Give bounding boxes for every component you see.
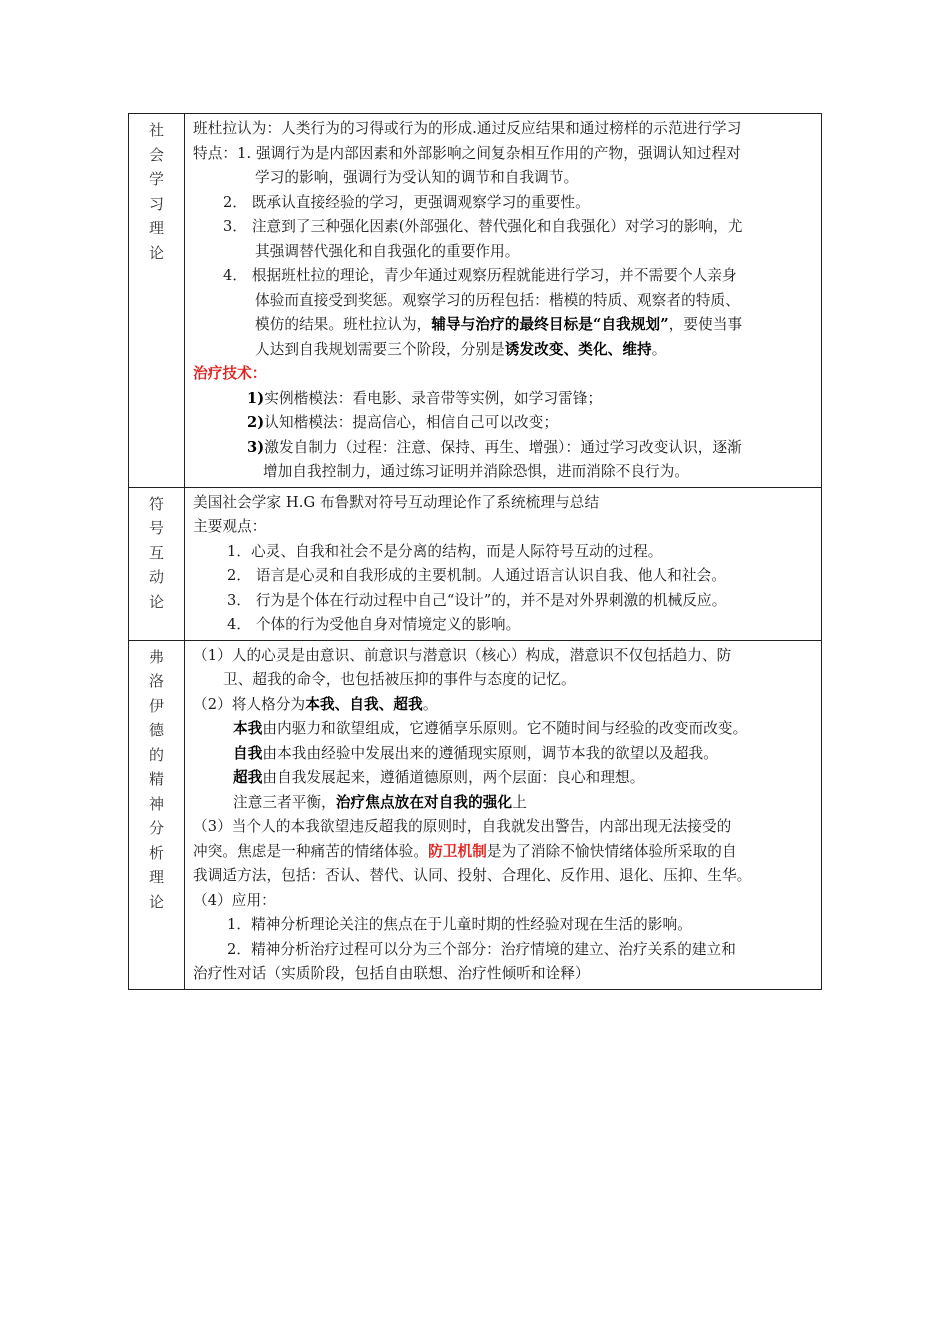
label-char: 德 xyxy=(148,721,164,739)
id-definition xyxy=(193,717,813,742)
application-2: 2．精神分析治疗过程可以分为三个部分：治疗情境的建立、治疗关系的建立和 xyxy=(227,940,736,958)
goal-pre: 模仿的结果。班杜拉认为， xyxy=(255,316,432,333)
row-label-psychoanalysis xyxy=(129,640,185,989)
point-2: 2． 语言是心灵和自我形成的主要机制。人通过语言认识自我、他人和社会。 xyxy=(227,567,727,584)
application-2-cont: 治疗性对话（实质阶段，包括自由联想、治疗性倾听和诠释） xyxy=(193,965,590,982)
label-char: 学 xyxy=(148,170,164,188)
stages-bold: 诱发改变、类化、维持 xyxy=(504,340,652,358)
label-char: 神 xyxy=(148,794,164,813)
technique-num: 2) xyxy=(247,414,265,431)
balance-bold: 治疗焦点放在对自我的强化 xyxy=(335,793,513,811)
stages-post: 。 xyxy=(651,340,667,358)
para-2 xyxy=(193,693,813,718)
superego-text: 由自我发展起来，遵循道德原则，两个层面：良心和理想。 xyxy=(262,769,645,786)
feature-1-cont: 学习的影响，强调行为受认知的调节和自我调节。 xyxy=(255,169,579,186)
technique-3 xyxy=(193,436,813,461)
para-3-list: 我调适方法，包括：否认、替代、认同、投射、合理化、反作用、退化、压抑、生华。 xyxy=(193,867,752,884)
ego-term: 自我 xyxy=(233,744,263,762)
id-text: 由内驱力和欲望组成，它遵循享乐原则。它不随时间与经验的改变而改变。 xyxy=(262,720,748,737)
point-4: 4． 个体的行为受他自身对情境定义的影响。 xyxy=(227,616,521,633)
para-3: （3）当个人的本我欲望违反超我的原则时，自我就发出警告，内部出现无法接受的 xyxy=(193,818,732,835)
technique-text: 激发自制力（过程：注意、保持、再生、增强）：通过学习改变认识，逐渐 xyxy=(264,438,742,456)
feature-3-cont: 其强调替代强化和自我强化的重要作用。 xyxy=(255,242,520,260)
label-char: 弗 xyxy=(148,647,164,666)
row-psychoanalysis xyxy=(129,640,822,989)
para-3-post: 是为了消除不愉快情绪体验所采取的自 xyxy=(486,842,737,860)
ego-definition xyxy=(193,742,813,767)
application-1: 1．精神分析理论关注的焦点在于儿童时期的性经验对现在生活的影响。 xyxy=(227,916,692,933)
technique-2 xyxy=(193,411,813,436)
technique-1 xyxy=(193,387,813,412)
para-1: （1）人的心灵是由意识、前意识与潜意识（核心）构成，潜意识不仅包括趋力、防 xyxy=(193,646,732,664)
superego-definition xyxy=(193,766,813,791)
balance-pre: 注意三者平衡， xyxy=(233,793,336,811)
label-char: 社 xyxy=(148,121,164,139)
balance-post: 上 xyxy=(512,793,527,811)
label-char: 习 xyxy=(148,194,164,213)
balance-note xyxy=(193,791,813,816)
feature-4-cont: 体验而直接受到奖惩。观察学习的历程包括：楷模的特质、观察者的特质、 xyxy=(255,291,740,309)
label-char: 的 xyxy=(148,745,164,764)
label-char: 理 xyxy=(148,219,164,237)
defense-mechanism-term: 防卫机制 xyxy=(428,842,487,860)
label-char: 论 xyxy=(148,243,164,262)
label-char: 号 xyxy=(148,519,164,537)
feature-1: 特点：1. 强调行为是内部因素和外部影响之间复杂相互作用的产物，强调认知过程对 xyxy=(193,144,741,162)
label-char: 析 xyxy=(148,843,164,862)
ego-text: 由本我由经验中发展出来的遵循现实原则，调节本我的欲望以及超我。 xyxy=(262,744,718,762)
row-symbolic-interaction xyxy=(129,487,822,640)
technique-3-cont: 增加自我控制力，通过练习证明并消除恐惧，进而消除不良行为。 xyxy=(263,463,690,480)
para-3-cont xyxy=(193,840,813,865)
row-content-social-learning xyxy=(185,114,822,488)
row-label-symbolic-interaction xyxy=(129,487,185,640)
bandura-intro: 班杜拉认为：人类行为的习得或行为的形成.通过反应结果和通过榜样的示范进行学习 xyxy=(193,120,742,137)
point-3: 3． 行为是个体在行动过程中自己“设计”的，并不是对外界刺激的机械反应。 xyxy=(227,591,727,609)
label-char: 理 xyxy=(148,868,164,886)
label-char: 洛 xyxy=(148,672,164,690)
main-points-label: 主要观点： xyxy=(193,518,267,535)
stages-pre: 人达到自我规划需要三个阶段，分别是 xyxy=(255,340,505,358)
label-char: 精 xyxy=(148,770,164,788)
feature-2: 2． 既承认直接经验的学习，更强调观察学习的重要性。 xyxy=(223,193,590,211)
goal-bold: 辅导与治疗的最终目标是“自我规划” xyxy=(431,316,669,333)
label-char: 会 xyxy=(148,145,164,164)
para-2-pre: （2）将人格分为 xyxy=(193,695,306,713)
row-social-learning xyxy=(129,114,822,488)
label-char: 论 xyxy=(148,592,164,611)
technique-text: 认知楷模法：提高信心，相信自己可以改变； xyxy=(264,414,559,431)
feature-4-stages xyxy=(193,338,813,363)
technique-num: 3) xyxy=(247,438,265,456)
feature-3: 3． 注意到了三种强化因素(外部强化、替代强化和自我强化）对学习的影响，尤 xyxy=(223,218,743,235)
para-2-post: 。 xyxy=(422,695,438,713)
blumer-intro: 美国社会学家 H.G 布鲁默对符号互动理论作了系统梳理与总结 xyxy=(193,493,600,511)
para-3-pre: 冲突。焦虑是一种痛苦的情绪体验。 xyxy=(193,842,429,860)
label-char: 互 xyxy=(148,543,164,562)
label-char: 伊 xyxy=(148,696,164,715)
label-char: 符 xyxy=(148,494,164,513)
para-1-cont: 卫、超我的命令，也包括被压抑的事件与态度的记忆。 xyxy=(223,671,576,688)
label-char: 动 xyxy=(148,568,164,586)
label-char: 论 xyxy=(148,892,164,911)
para-4: （4）应用： xyxy=(193,891,276,909)
therapy-technique-title: 治疗技术： xyxy=(193,365,267,382)
feature-4-goal xyxy=(193,313,813,338)
technique-num: 1) xyxy=(247,389,265,407)
technique-text: 实例楷模法：看电影、录音带等实例，如学习雷锋； xyxy=(264,389,603,407)
goal-post: ，要使当事 xyxy=(668,316,743,333)
point-1: 1．心灵、自我和社会不是分离的结构，而是人际符号互动的过程。 xyxy=(227,542,663,560)
row-content-psychoanalysis xyxy=(185,640,822,989)
id-term: 本我 xyxy=(233,720,263,737)
para-2-bold: 本我、自我、超我 xyxy=(305,695,423,713)
feature-4: 4． 根据班杜拉的理论，青少年通过观察历程就能进行学习，并不需要个人亲身 xyxy=(223,267,737,284)
superego-term: 超我 xyxy=(233,769,263,786)
label-char: 分 xyxy=(148,819,164,837)
row-label-social-learning xyxy=(129,114,185,488)
theory-table xyxy=(128,113,822,990)
row-content-symbolic-interaction xyxy=(185,487,822,640)
